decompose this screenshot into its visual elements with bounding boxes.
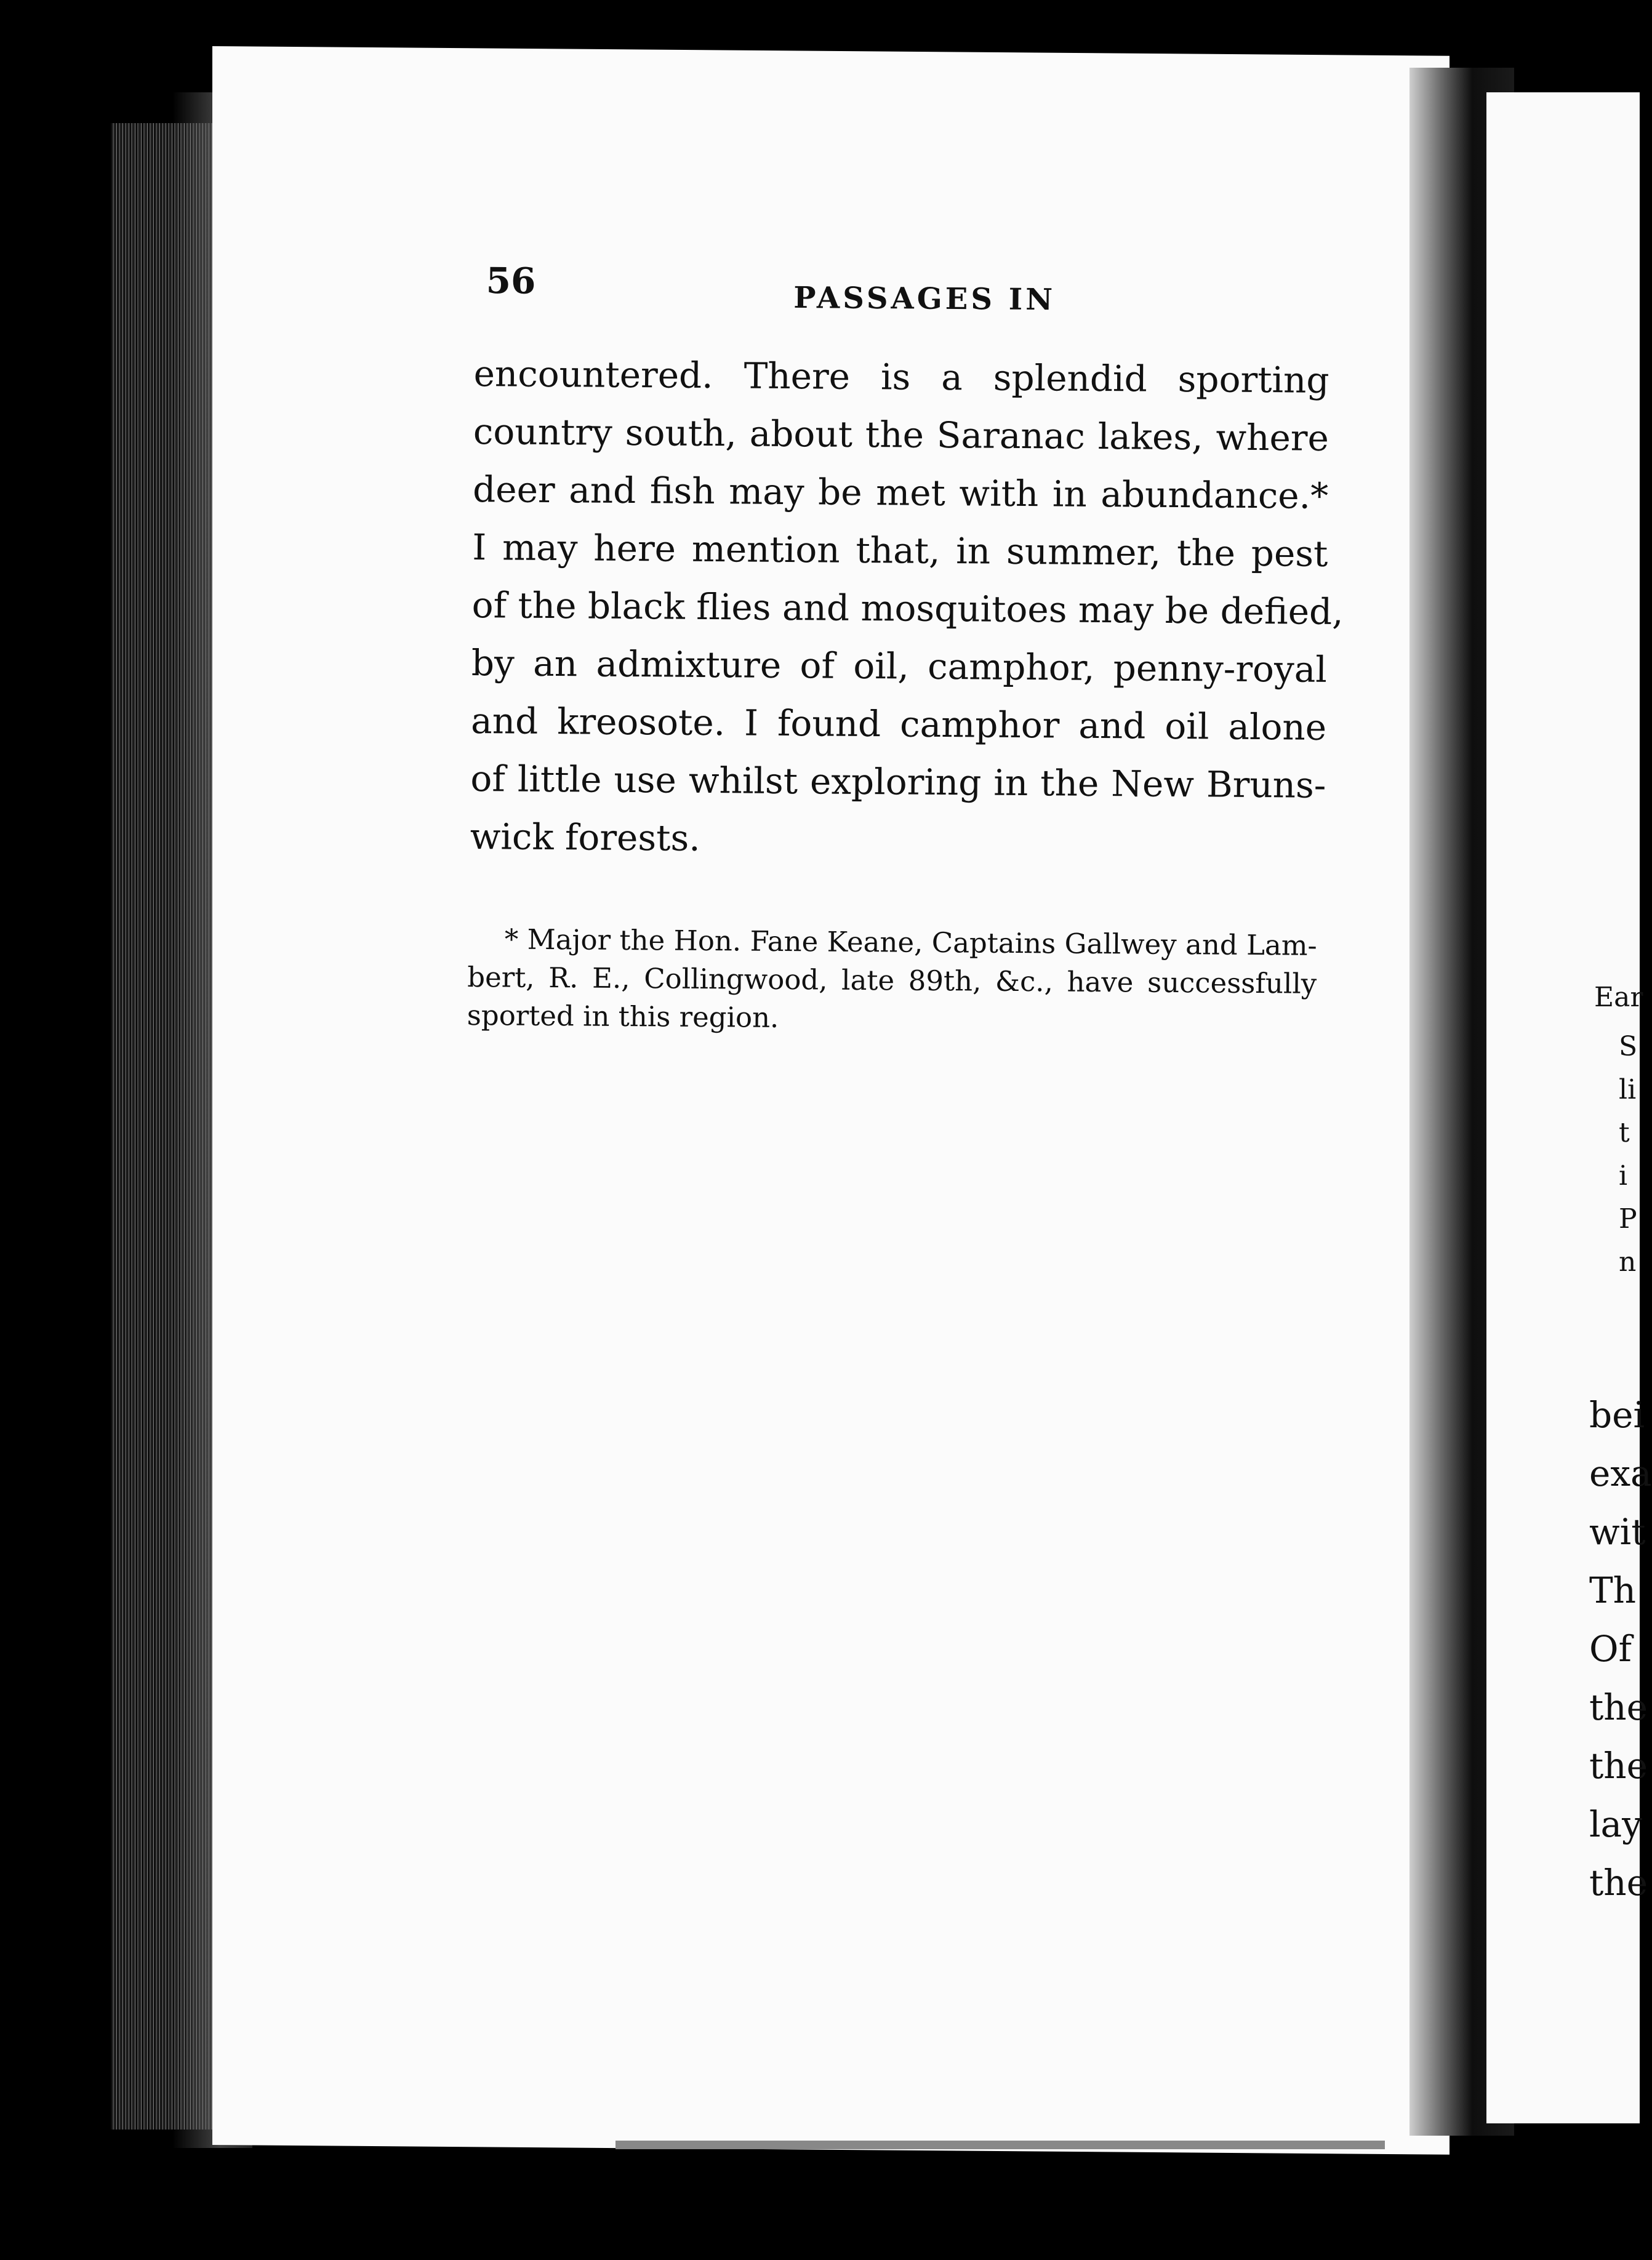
footnote-line: sported in this region.	[467, 998, 779, 1034]
text-line: I may here mention that, in summer, the pest	[472, 526, 1328, 575]
right-page-text: the	[1589, 1686, 1648, 1728]
right-page-text: li	[1619, 1074, 1637, 1105]
running-head: PASSAGES IN	[793, 280, 1056, 318]
right-page-text: P	[1619, 1203, 1637, 1235]
text-line: country south, about the Saranac lakes, where	[473, 410, 1329, 459]
page-number: 56	[486, 259, 536, 302]
footnote-line: * Major the Hon. Fane Keane, Captains Gallwey and Lam-	[504, 923, 1317, 962]
page-bottom-edge	[615, 2141, 1385, 2149]
text-line: encountered. There is a splendid sporting	[473, 352, 1329, 401]
footnote	[467, 920, 1317, 1041]
text-line: wick forests.	[470, 815, 700, 859]
right-page-text: lay	[1589, 1803, 1642, 1845]
right-page-text: n	[1619, 1246, 1637, 1278]
right-page-text: Ear	[1594, 982, 1643, 1013]
page-header	[486, 252, 1336, 318]
right-page-text: the	[1589, 1862, 1648, 1904]
text-line: of little use whilst exploring in the New Bruns-	[470, 757, 1326, 806]
text-line: of the black flies and mosquitoes may be defied,	[471, 583, 1344, 633]
right-page-text: t	[1619, 1117, 1630, 1148]
right-page-text: the	[1589, 1745, 1648, 1787]
right-page-text: S	[1619, 1031, 1638, 1062]
right-page-text: i	[1619, 1160, 1628, 1192]
right-page-text: bei	[1589, 1394, 1645, 1436]
body-text	[470, 345, 1344, 872]
right-page-text: exa	[1589, 1453, 1652, 1494]
text-line: deer and fish may be met with in abundance.*	[472, 468, 1329, 517]
right-page-text: Of	[1589, 1628, 1632, 1670]
right-page-text: Th	[1589, 1569, 1637, 1611]
text-line: and kreosote. I found camphor and oil alone	[470, 699, 1327, 748]
text-line: by an admixture of oil, camphor, penny-royal	[471, 641, 1328, 691]
right-page-text: wit	[1589, 1511, 1646, 1553]
footnote-line: bert, R. E., Collingwood, late 89th, &c., have successfully	[467, 960, 1317, 1000]
